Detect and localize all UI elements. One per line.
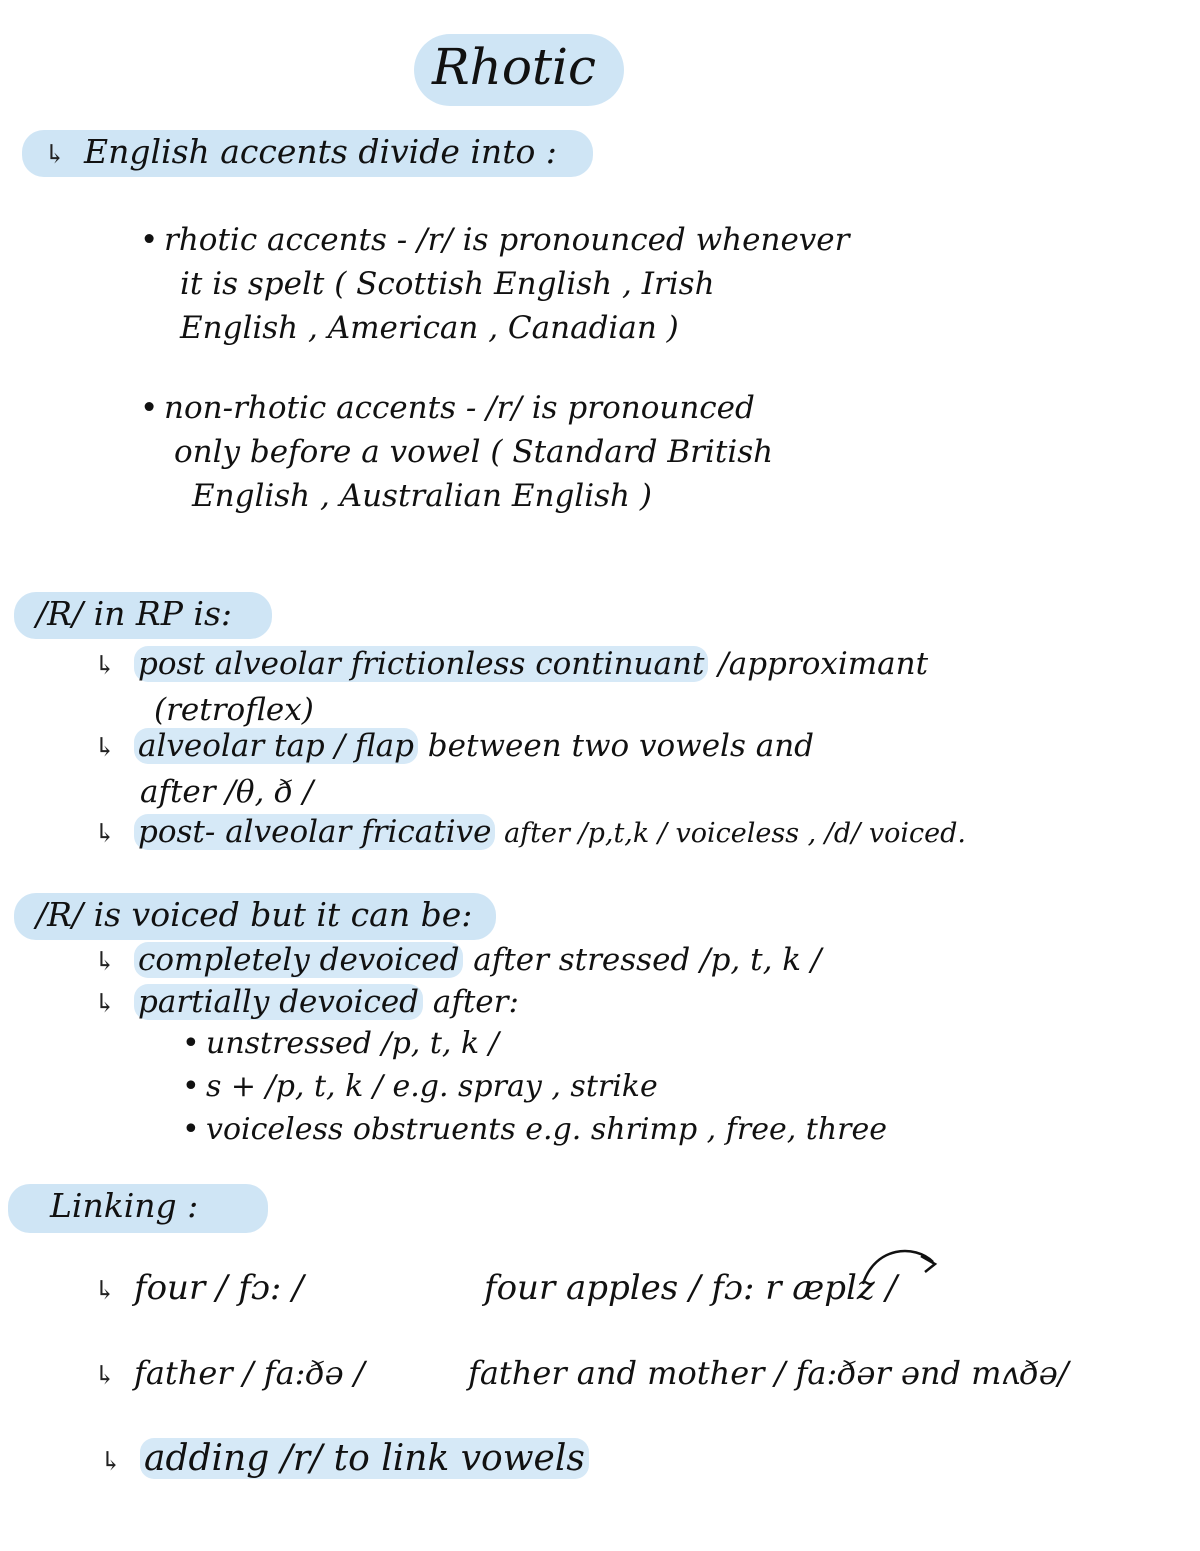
bullet-icon: • [182, 1026, 200, 1061]
linking-note-adding-r: ↳ adding /r/ to link vowels [100, 1438, 589, 1479]
section-heading-rp: /R/ in RP is: [14, 592, 272, 639]
sublist-item: • voiceless obstruents e.g. shrimp , free, three [182, 1108, 887, 1151]
list-item-completely-devoiced: ↳ completely devoiced after stressed /p, t, k / [94, 938, 821, 984]
arrow-icon: ↳ [44, 140, 66, 170]
sublist-item: • unstressed /p, t, k / [182, 1022, 887, 1065]
linking-phrase-four-apples: four apples / fɔ: r æplz / [484, 1268, 898, 1308]
arrow-icon: ↳ [94, 733, 116, 763]
bullet-icon: • [140, 222, 159, 258]
arrow-icon: ↳ [94, 651, 116, 681]
list-item-tap: ↳ alveolar tap / flap between two vowels and after /θ, ð / [94, 728, 815, 810]
sublist-item: • s + /p, t, k / e.g. spray , strike [182, 1065, 887, 1108]
bullet-icon: • [182, 1112, 200, 1147]
bullet-icon: • [140, 390, 159, 426]
arrow-icon: ↳ [94, 1276, 116, 1306]
arrow-icon: ↳ [94, 947, 116, 977]
arrow-icon: ↳ [94, 989, 116, 1019]
page-title: Rhotic [414, 34, 624, 106]
list-item-fricative: ↳ post- alveolar fricative after /p,t,k / voiceless , /d/ voiced. [94, 810, 966, 856]
linking-arrow-icon [855, 1240, 945, 1290]
linking-example-four: ↳ four / fɔ: / [94, 1268, 304, 1308]
linking-example-father: ↳ father / fa:ðə / [94, 1354, 365, 1392]
list-item-rhotic: • rhotic accents - /r/ is pronounced whenever it is spelt ( Scottish English , Irish English , American , Canadian ) [140, 218, 849, 350]
section-heading-accents: ↳ English accents divide into : [22, 130, 593, 177]
linking-phrase-father-and-mother: father and mother / fa:ðər ənd mʌðə/ [468, 1354, 1069, 1392]
bullet-icon: • [182, 1069, 200, 1104]
arrow-icon: ↳ [100, 1447, 122, 1477]
section-heading-voiced: /R/ is voiced but it can be: [14, 893, 496, 940]
list-item-non-rhotic: • non-rhotic accents - /r/ is pronounced only before a vowel ( Standard British English , Australian English ) [140, 386, 773, 518]
arrow-icon: ↳ [94, 1361, 116, 1391]
sublist-devoicing [182, 1022, 887, 1151]
list-item-approximant: ↳ post alveolar frictionless continuant /approximant (retroflex) [94, 646, 929, 728]
arrow-icon: ↳ [94, 819, 116, 849]
list-item-partially-devoiced: ↳ partially devoiced after: [94, 980, 519, 1026]
section-heading-linking: Linking : [8, 1184, 268, 1233]
